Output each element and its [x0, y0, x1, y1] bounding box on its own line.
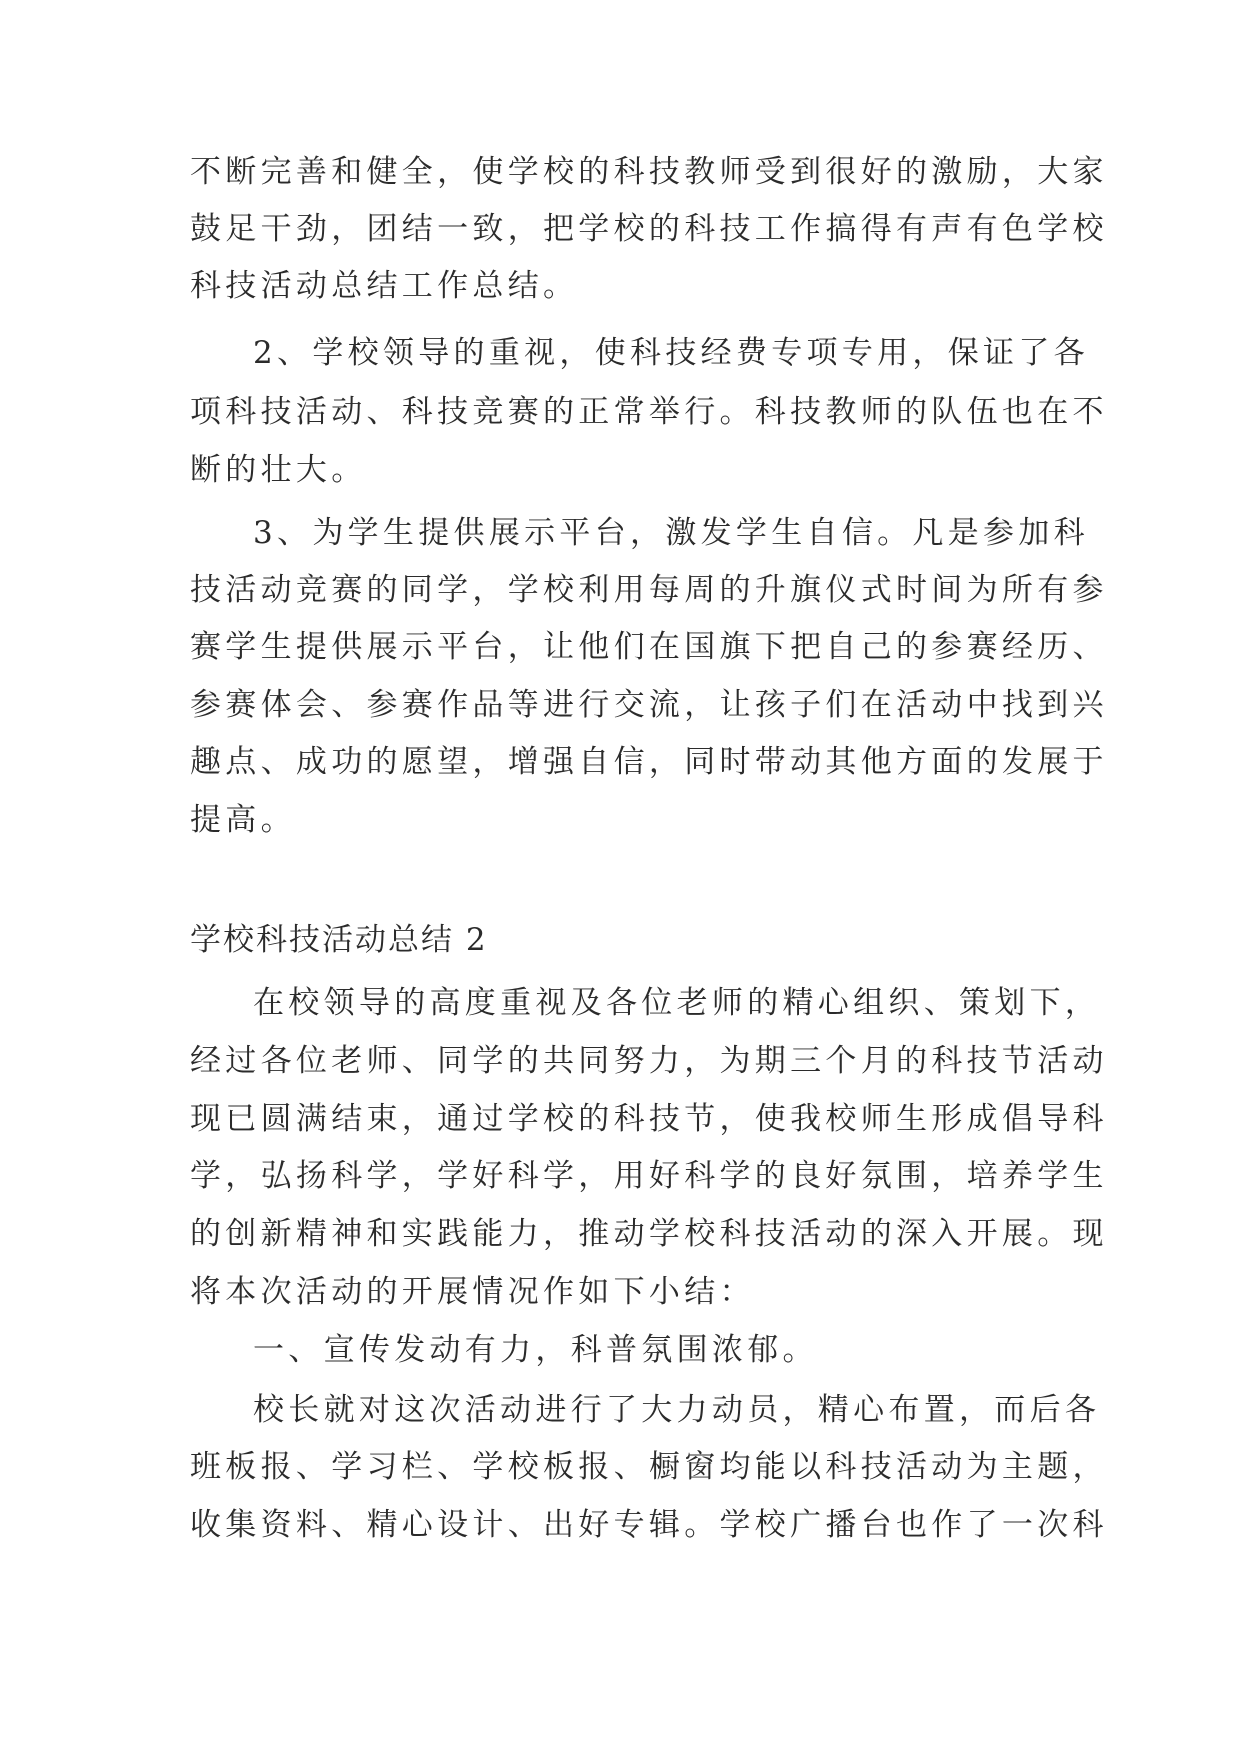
- paragraph-line: 现已圆满结束，通过学校的科技节，使我校师生形成倡导科: [190, 1101, 1108, 1137]
- paragraph-line: 3、为学生提供展示平台，激发学生自信。凡是参加科: [253, 515, 1089, 551]
- paragraph-line: 提高。: [190, 802, 296, 838]
- paragraph-line: 赛学生提供展示平台，让他们在国旗下把自己的参赛经历、: [190, 629, 1108, 665]
- paragraph-line: 的创新精神和实践能力，推动学校科技活动的深入开展。现: [190, 1216, 1108, 1252]
- paragraph-line: 2、学校领导的重视，使科技经费专项专用，保证了各: [253, 335, 1089, 371]
- paragraph-line: 参赛体会、参赛作品等进行交流，让孩子们在活动中找到兴: [190, 687, 1108, 723]
- paragraph-line: 断的壮大。: [190, 452, 367, 488]
- paragraph-line: 学，弘扬科学，学好科学，用好科学的良好氛围，培养学生: [190, 1158, 1108, 1194]
- paragraph-line: 趣点、成功的愿望，增强自信，同时带动其他方面的发展于: [190, 744, 1108, 780]
- paragraph-line: 班板报、学习栏、学校板报、橱窗均能以科技活动为主题，: [190, 1449, 1108, 1485]
- paragraph-line: 科技活动总结工作总结。: [190, 268, 579, 304]
- paragraph-line: 鼓足干劲，团结一致，把学校的科技工作搞得有声有色学校: [190, 211, 1108, 247]
- paragraph-line: 将本次活动的开展情况作如下小结：: [190, 1274, 755, 1310]
- paragraph-line: 一、宣传发动有力，科普氛围浓郁。: [253, 1332, 818, 1368]
- paragraph-line: 在校领导的高度重视及各位老师的精心组织、策划下，: [253, 985, 1101, 1021]
- paragraph-line: 技活动竞赛的同学，学校利用每周的升旗仪式时间为所有参: [190, 572, 1108, 608]
- paragraph-line: 不断完善和健全，使学校的科技教师受到很好的激励，大家: [190, 154, 1108, 190]
- section-heading: 学校科技活动总结 2: [190, 922, 488, 958]
- paragraph-line: 项科技活动、科技竞赛的正常举行。科技教师的队伍也在不: [190, 394, 1108, 430]
- paragraph-line: 收集资料、精心设计、出好专辑。学校广播台也作了一次科: [190, 1507, 1108, 1543]
- paragraph-line: 经过各位老师、同学的共同努力，为期三个月的科技节活动: [190, 1043, 1108, 1079]
- paragraph-line: 校长就对这次活动进行了大力动员，精心布置，而后各: [253, 1392, 1101, 1428]
